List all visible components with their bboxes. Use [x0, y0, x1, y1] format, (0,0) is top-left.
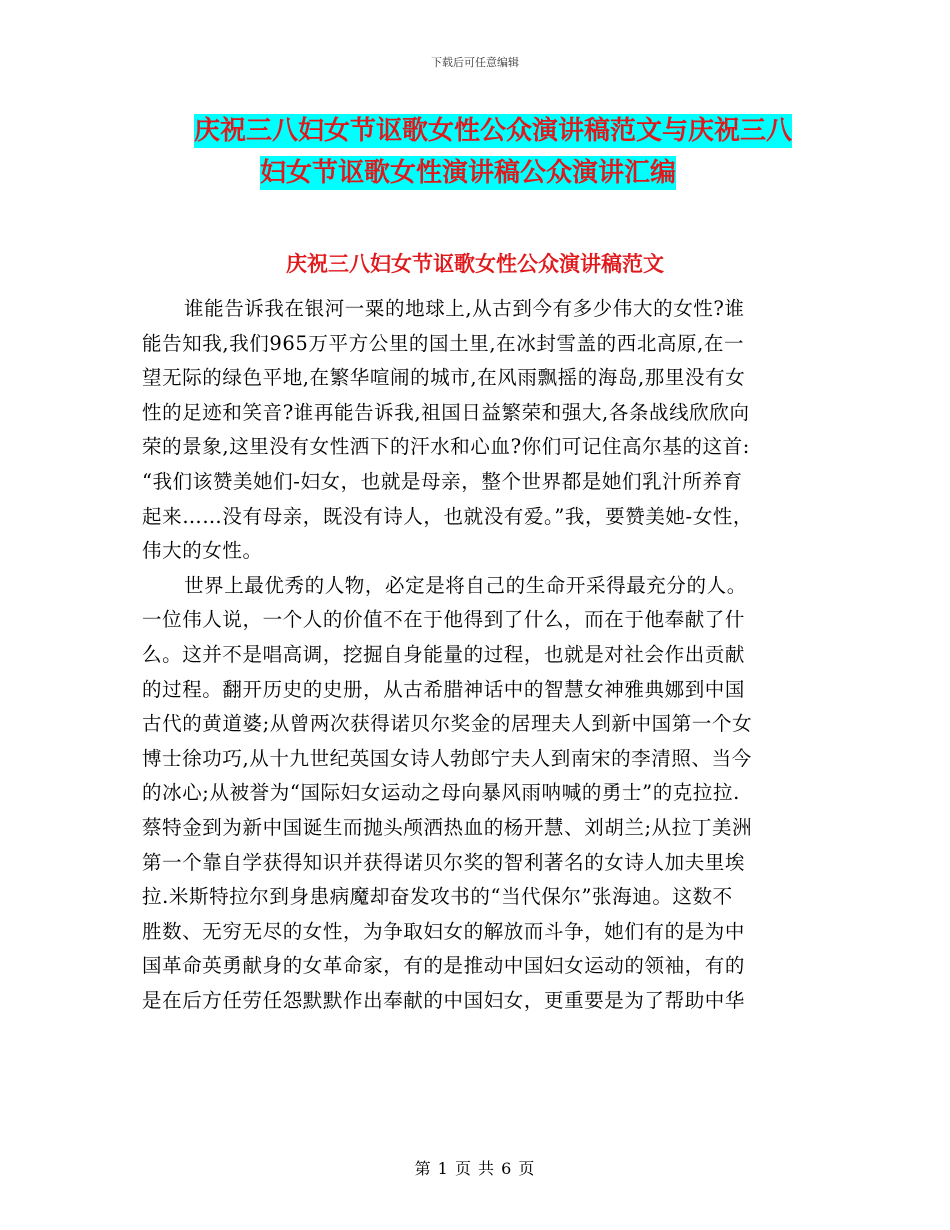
text-line: 性的足迹和笑音?谁再能告诉我,祖国日益繁荣和强大,各条战线欣欣向	[142, 400, 750, 424]
text-line: 蔡特金到为新中国诞生而抛头颅洒热血的杨开慧、刘胡兰;从拉丁美洲	[142, 815, 753, 839]
text-line: 起来……没有母亲，既没有诗人，也就没有爱。”我，要赞美她-女性，	[142, 504, 754, 528]
text-line: 拉.米斯特拉尔到身患病魔却奋发攻书的“当代保尔”张海迪。这数不	[142, 885, 733, 909]
text-line: 一位伟人说，一个人的价值不在于他得到了什么，而在于他奉献了什	[142, 608, 746, 632]
text-line: 是在后方任劳任怨默默作出奉献的中国妇女，更重要是为了帮助中华	[142, 988, 746, 1012]
title-line-2: 妇女节讴歌女性演讲稿公众演讲汇编	[260, 158, 677, 188]
text-line: 世界上最优秀的人物，必定是将自己的生命开采得最充分的人。	[184, 573, 747, 597]
document-title	[140, 110, 810, 194]
text-line: 的冰心;从被誉为“国际妇女运动之母向暴风雨呐喊的勇士”的克拉拉.	[142, 781, 740, 805]
text-line: 国革命英勇献身的女革命家，有的是推动中国妇女运动的领袖，有的	[142, 954, 746, 978]
page-number-footer: 第 1 页 共 6 页	[414, 1159, 536, 1178]
text-line: 谁能告诉我在银河一粟的地球上,从古到今有多少伟大的女性?谁	[184, 297, 745, 320]
text-line: 古代的黄道婆;从曾两次获得诺贝尔奖金的居理夫人到新中国第一个女	[142, 712, 753, 736]
text-line: 伟大的女性。	[142, 539, 263, 563]
text-line: 第一个靠自学获得知识并获得诺贝尔奖的智利著名的女诗人加夫里埃	[142, 850, 746, 874]
body-text	[142, 292, 812, 1018]
title-line-1: 庆祝三八妇女节讴歌女性公众演讲稿范文与庆祝三八	[194, 116, 793, 146]
text-line: 能告知我,我们965万平方公里的国土里,在冰封雪盖的西北高原,在一	[142, 331, 745, 355]
header-note: 下载后可任意编辑	[431, 56, 519, 69]
text-line: 荣的景象,这里没有女性洒下的汗水和心血?你们可记住高尔基的这首:	[142, 435, 750, 459]
text-line: 胜数、无穷无尽的女性，为争取妇女的解放而斗争，她们有的是为中	[142, 919, 746, 943]
text-line: 博士徐功巧,从十九世纪英国女诗人勃郎宁夫人到南宋的李清照、当今	[142, 746, 752, 770]
text-line: 的过程。翻开历史的史册，从古希腊神话中的智慧女神雅典娜到中国	[142, 677, 746, 701]
text-line: 么。这并不是唱高调，挖掘自身能量的过程，也就是对社会作出贡献	[142, 642, 746, 666]
section-heading: 庆祝三八妇女节讴歌女性公众演讲稿范文	[286, 252, 664, 276]
text-line: “我们该赞美她们-妇女，也就是母亲，整个世界都是她们乳汁所养育	[142, 469, 743, 493]
text-line: 望无际的绿色平地,在繁华喧闹的城市,在风雨飘摇的海岛,那里没有女	[142, 366, 746, 390]
